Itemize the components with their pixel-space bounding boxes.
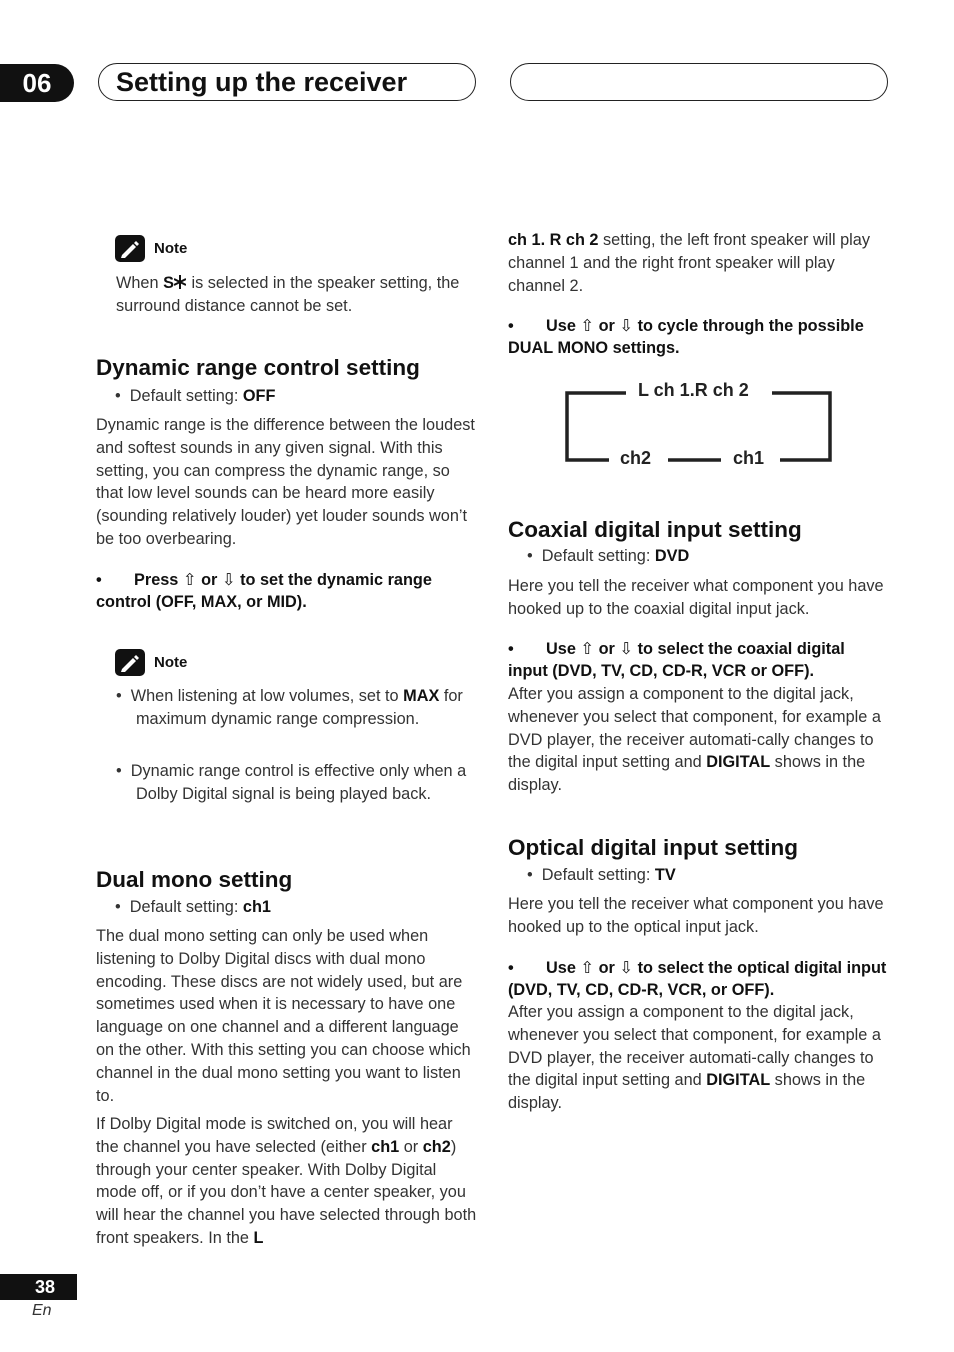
up-arrow-icon: ⇧: [580, 317, 595, 335]
section-heading-optical: Optical digital input setting: [508, 835, 798, 860]
optical-after: After you assign a component to the digital jack, whenever you select that component, for example a DVD player, the receiver automati-cally changes to the digital input setting and DIGITAL shows in the display.: [508, 1003, 881, 1113]
note-header: [115, 235, 187, 262]
dual-mono-step: • Use ⇧ or ⇩ to cycle through the possible DUAL MONO settings.: [508, 317, 864, 357]
default-setting-drc: • Default setting: OFF: [115, 387, 276, 405]
page-title-frame: [98, 63, 476, 101]
note-header: [115, 649, 187, 676]
note-bullet: • Dynamic range control is effective only when a Dolby Digital signal is being played back.: [116, 762, 467, 803]
pencil-note-icon: [115, 235, 145, 262]
pencil-note-icon: [115, 649, 145, 676]
note-label: Note: [154, 654, 188, 671]
coaxial-body: Here you tell the receiver what component you have hooked up to the coaxial digital input jack.: [508, 577, 884, 618]
down-arrow-icon: ⇩: [221, 571, 236, 589]
page-number: 38: [0, 1274, 77, 1300]
down-arrow-icon: ⇩: [619, 959, 634, 977]
section-heading-drc: Dynamic range control setting: [96, 355, 420, 380]
down-arrow-icon: ⇩: [619, 640, 634, 658]
page-language: En: [32, 1302, 52, 1319]
section-heading-dual-mono: Dual mono setting: [96, 867, 293, 892]
coaxial-step: • Use ⇧ or ⇩ to select the coaxial digital input (DVD, TV, CD, CD-R, VCR or OFF).: [508, 640, 845, 680]
chapter-number: 06: [0, 64, 74, 102]
dual-mono-body-2: If Dolby Digital mode is switched on, you will hear the channel you have selected (either ch1 or ch2) through your center speaker. With Dolby Digital mode off, or if you don’t have a center speaker, you will hear the channel you have selected through both front speakers. In the L: [96, 1115, 477, 1247]
up-arrow-icon: ⇧: [182, 571, 197, 589]
optical-body: Here you tell the receiver what component you have hooked up to the optical input jack.: [508, 895, 884, 936]
drc-body: Dynamic range is the difference between the loudest and softest sounds in any given signal. With this setting, you can compress the dynamic range, so that low level sounds can be heard more easily (sounding relatively louder) yet louder sounds won’t be too overbearing.: [96, 416, 475, 548]
default-setting-optical: • Default setting: TV: [527, 866, 676, 884]
up-arrow-icon: ⇧: [580, 959, 595, 977]
down-arrow-icon: ⇩: [619, 317, 634, 335]
up-arrow-icon: ⇧: [580, 640, 595, 658]
note-bullet: • When listening at low volumes, set to MAX for maximum dynamic range compression.: [116, 687, 463, 728]
drc-step: • Press ⇧ or ⇩ to set the dynamic range control (OFF, MAX, or MID).: [96, 571, 432, 611]
optical-step: • Use ⇧ or ⇩ to select the optical digital input (DVD, TV, CD, CD-R, VCR, or OFF).: [508, 959, 887, 999]
dual-mono-body: The dual mono setting can only be used when listening to Dolby Digital discs with dual mono encoding. These discs are not widely used, but are sometimes used when it is necessary to have one language on one channel and a different language on the other. With this setting you can choose which channel in the dual mono setting you want to listen to.: [96, 927, 471, 1105]
diagram-label-ch2: ch2: [620, 448, 652, 468]
header-empty-frame: [510, 63, 888, 101]
section-heading-coaxial: Coaxial digital input setting: [508, 517, 802, 542]
note-text: When S is selected in the speaker setting, the surround distance cannot be set.: [116, 274, 460, 315]
default-setting-dual-mono: • Default setting: ch1: [115, 898, 271, 916]
diagram-label-lr: L ch 1.R ch 2: [638, 380, 749, 400]
coaxial-after: After you assign a component to the digital jack, whenever you select that component, for example a DVD player, the receiver automati-cally changes to the digital input setting and DIGITAL shows in the display.: [508, 685, 881, 795]
page-title: Setting up the receiver: [116, 67, 408, 97]
default-setting-coaxial: • Default setting: DVD: [527, 547, 690, 565]
surround-speaker-icon: [174, 275, 186, 289]
dual-mono-cycle-diagram: [564, 374, 834, 470]
note-label: Note: [154, 240, 188, 257]
dual-mono-continued: ch 1. R ch 2 setting, the left front speaker will play channel 1 and the right front speaker will play channel 2.: [508, 231, 870, 295]
diagram-label-ch1: ch1: [733, 448, 765, 468]
